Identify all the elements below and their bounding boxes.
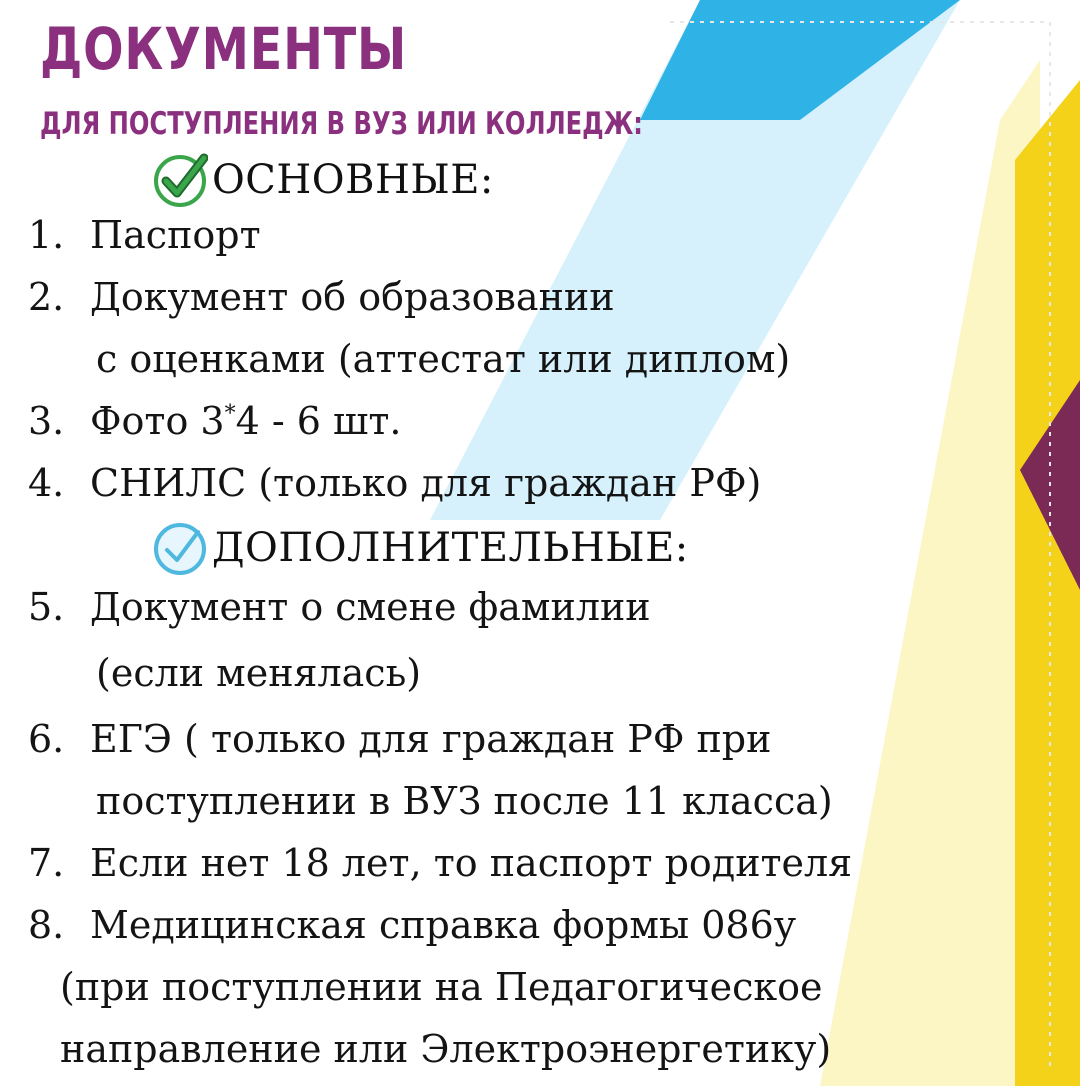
item-text: СНИЛС (только для граждан РФ) [90, 461, 762, 505]
item-text-continuation: направление или Электроэнергетику) [60, 1027, 832, 1071]
section-additional-title: ДОПОЛНИТЕЛЬНЫЕ: [212, 525, 689, 571]
item-number: 5. [28, 585, 65, 629]
list-item [28, 458, 761, 508]
item-text: Паспорт [90, 213, 261, 257]
item-number: 6. [28, 717, 65, 761]
list-item [28, 210, 261, 260]
item-text-continuation: (при поступлении на Педагогическое [60, 965, 823, 1009]
item-text: Если нет 18 лет, то паспорт родителя [90, 841, 853, 885]
item-text-tail: 4 - 6 шт. [235, 399, 402, 443]
item-text: Документ о смене фамилии [90, 585, 651, 629]
item-number: 8. [28, 903, 65, 947]
list-item [28, 582, 651, 632]
item-text: Фото 3 [90, 399, 225, 443]
check-circle-icon [152, 152, 208, 208]
item-number: 3. [28, 399, 65, 443]
item-text: Медицинская справка формы 086у [90, 903, 797, 947]
section-additional-heading [152, 518, 689, 578]
section-main-title: ОСНОВНЫЕ: [212, 157, 494, 203]
list-item [28, 396, 401, 446]
item-text: ЕГЭ ( только для граждан РФ при [90, 717, 772, 761]
list-item [28, 838, 852, 888]
item-text-superscript: * [224, 401, 236, 427]
item-number: 1. [28, 213, 65, 257]
item-text: Документ об образовании [90, 275, 615, 319]
item-number: 4. [28, 461, 65, 505]
page-subtitle: ДЛЯ ПОСТУПЛЕНИЯ В ВУЗ ИЛИ КОЛЛЕДЖ: [40, 106, 643, 142]
list-item [28, 900, 796, 950]
list-item [28, 272, 615, 322]
check-circle-icon [152, 520, 208, 576]
page-title: ДОКУМЕНТЫ [40, 15, 408, 83]
list-item [28, 714, 771, 764]
item-number: 7. [28, 841, 65, 885]
item-text-continuation: (если менялась) [96, 651, 422, 695]
item-text-continuation: поступлении в ВУЗ после 11 класса) [96, 779, 833, 823]
section-main-heading [152, 150, 494, 210]
item-text-continuation: с оценками (аттестат или диплом) [96, 337, 791, 381]
item-number: 2. [28, 275, 65, 319]
